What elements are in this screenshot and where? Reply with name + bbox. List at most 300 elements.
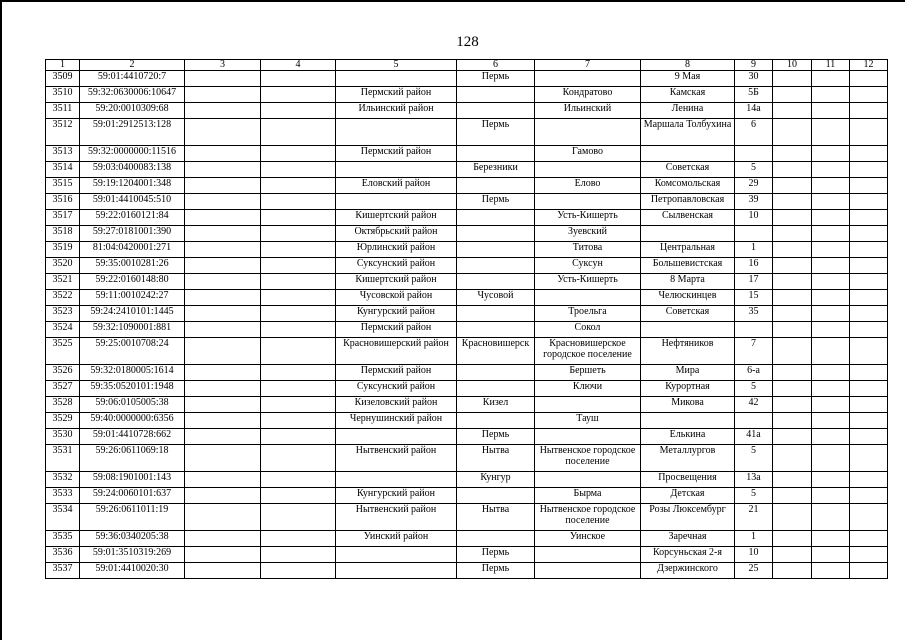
cell-street: Мира bbox=[641, 365, 735, 381]
cell-settlement: Красновишерское городское поселение bbox=[535, 338, 641, 365]
cell-district bbox=[336, 162, 457, 178]
column-header: 7 bbox=[535, 60, 641, 71]
cell-row-number: 3528 bbox=[46, 397, 80, 413]
cell-cadastral-number: 59:22:0160121:84 bbox=[80, 210, 185, 226]
cell-col-12 bbox=[850, 274, 888, 290]
table-row bbox=[46, 547, 888, 563]
cell-col-3 bbox=[185, 504, 261, 531]
cell-row-number: 3531 bbox=[46, 445, 80, 472]
cell-cadastral-number: 59:19:1204001:348 bbox=[80, 178, 185, 194]
cell-district: Уинский район bbox=[336, 531, 457, 547]
cell-col-4 bbox=[261, 413, 336, 429]
cell-district bbox=[336, 71, 457, 87]
cell-city bbox=[457, 274, 535, 290]
cell-house-number: 15 bbox=[735, 290, 773, 306]
column-header: 1 bbox=[46, 60, 80, 71]
column-header: 6 bbox=[457, 60, 535, 71]
cell-district: Кишертский район bbox=[336, 210, 457, 226]
cell-house-number: 5Б bbox=[735, 87, 773, 103]
cell-district: Нытвенский район bbox=[336, 445, 457, 472]
cell-house-number: 1 bbox=[735, 242, 773, 258]
cell-col-3 bbox=[185, 488, 261, 504]
cell-col-10 bbox=[773, 381, 812, 397]
cell-district: Еловский район bbox=[336, 178, 457, 194]
cell-col-11 bbox=[812, 429, 850, 445]
cell-city: Пермь bbox=[457, 71, 535, 87]
cell-settlement bbox=[535, 71, 641, 87]
cell-street: Советская bbox=[641, 162, 735, 178]
cell-col-3 bbox=[185, 338, 261, 365]
cell-col-4 bbox=[261, 472, 336, 488]
cell-house-number: 39 bbox=[735, 194, 773, 210]
cell-col-11 bbox=[812, 242, 850, 258]
cell-cadastral-number: 59:06:0105005:38 bbox=[80, 397, 185, 413]
cell-col-10 bbox=[773, 563, 812, 579]
cell-col-11 bbox=[812, 365, 850, 381]
cell-street: Нефтяников bbox=[641, 338, 735, 365]
table-row bbox=[46, 322, 888, 338]
register-table bbox=[45, 59, 888, 579]
cell-col-11 bbox=[812, 306, 850, 322]
cell-house-number: 35 bbox=[735, 306, 773, 322]
cell-col-4 bbox=[261, 488, 336, 504]
cell-col-12 bbox=[850, 306, 888, 322]
cell-street: Петропавловская bbox=[641, 194, 735, 210]
cell-city: Пермь bbox=[457, 563, 535, 579]
cell-district: Суксунский район bbox=[336, 258, 457, 274]
cell-street: Детская bbox=[641, 488, 735, 504]
cell-house-number bbox=[735, 146, 773, 162]
cell-col-12 bbox=[850, 563, 888, 579]
cell-row-number: 3536 bbox=[46, 547, 80, 563]
cell-street bbox=[641, 322, 735, 338]
cell-row-number: 3530 bbox=[46, 429, 80, 445]
cell-col-10 bbox=[773, 531, 812, 547]
cell-col-3 bbox=[185, 563, 261, 579]
cell-street: Челюскинцев bbox=[641, 290, 735, 306]
table-row bbox=[46, 103, 888, 119]
cell-row-number: 3514 bbox=[46, 162, 80, 178]
column-header: 3 bbox=[185, 60, 261, 71]
cell-cadastral-number: 59:36:0340205:38 bbox=[80, 531, 185, 547]
cell-settlement bbox=[535, 429, 641, 445]
cell-house-number: 16 bbox=[735, 258, 773, 274]
cell-col-3 bbox=[185, 429, 261, 445]
cell-col-11 bbox=[812, 322, 850, 338]
cell-street: 8 Марта bbox=[641, 274, 735, 290]
cell-col-4 bbox=[261, 71, 336, 87]
cell-row-number: 3523 bbox=[46, 306, 80, 322]
cell-col-4 bbox=[261, 504, 336, 531]
cell-col-3 bbox=[185, 87, 261, 103]
table-row bbox=[46, 290, 888, 306]
cell-street bbox=[641, 146, 735, 162]
cell-district: Пермский район bbox=[336, 146, 457, 162]
cell-col-3 bbox=[185, 210, 261, 226]
cell-district: Суксунский район bbox=[336, 381, 457, 397]
cell-col-11 bbox=[812, 274, 850, 290]
cell-col-10 bbox=[773, 242, 812, 258]
cell-col-3 bbox=[185, 194, 261, 210]
cell-house-number bbox=[735, 322, 773, 338]
cell-street: Дзержинского bbox=[641, 563, 735, 579]
cell-col-11 bbox=[812, 119, 850, 146]
cell-city bbox=[457, 178, 535, 194]
cell-cadastral-number: 59:20:0010309:68 bbox=[80, 103, 185, 119]
cell-house-number bbox=[735, 226, 773, 242]
cell-col-11 bbox=[812, 381, 850, 397]
cell-col-12 bbox=[850, 413, 888, 429]
cell-col-4 bbox=[261, 322, 336, 338]
cell-col-3 bbox=[185, 322, 261, 338]
cell-settlement bbox=[535, 162, 641, 178]
cell-settlement: Титова bbox=[535, 242, 641, 258]
cell-col-11 bbox=[812, 488, 850, 504]
cell-cadastral-number: 59:01:2912513:128 bbox=[80, 119, 185, 146]
cell-house-number: 29 bbox=[735, 178, 773, 194]
cell-col-3 bbox=[185, 242, 261, 258]
table-row bbox=[46, 274, 888, 290]
cell-row-number: 3519 bbox=[46, 242, 80, 258]
cell-col-11 bbox=[812, 472, 850, 488]
cell-col-10 bbox=[773, 338, 812, 365]
cell-col-11 bbox=[812, 103, 850, 119]
cell-cadastral-number: 59:35:0520101:1948 bbox=[80, 381, 185, 397]
cell-col-3 bbox=[185, 226, 261, 242]
cell-col-3 bbox=[185, 103, 261, 119]
cell-city bbox=[457, 103, 535, 119]
cell-cadastral-number: 81:04:0420001:271 bbox=[80, 242, 185, 258]
cell-cadastral-number: 59:27:0181001:390 bbox=[80, 226, 185, 242]
cell-col-4 bbox=[261, 547, 336, 563]
cell-district: Пермский район bbox=[336, 365, 457, 381]
cell-col-12 bbox=[850, 162, 888, 178]
cell-col-12 bbox=[850, 429, 888, 445]
cell-row-number: 3512 bbox=[46, 119, 80, 146]
cell-city bbox=[457, 87, 535, 103]
cell-house-number: 5 bbox=[735, 488, 773, 504]
cell-col-10 bbox=[773, 472, 812, 488]
cell-city bbox=[457, 306, 535, 322]
table-row bbox=[46, 488, 888, 504]
cell-col-12 bbox=[850, 531, 888, 547]
cell-col-4 bbox=[261, 274, 336, 290]
cell-col-10 bbox=[773, 274, 812, 290]
cell-street bbox=[641, 226, 735, 242]
cell-col-11 bbox=[812, 226, 850, 242]
cell-col-4 bbox=[261, 563, 336, 579]
cell-col-12 bbox=[850, 472, 888, 488]
cell-col-12 bbox=[850, 194, 888, 210]
table-row bbox=[46, 162, 888, 178]
cell-row-number: 3520 bbox=[46, 258, 80, 274]
cell-city: Кизел bbox=[457, 397, 535, 413]
cell-city: Пермь bbox=[457, 429, 535, 445]
cell-street: Большевистская bbox=[641, 258, 735, 274]
cell-col-11 bbox=[812, 413, 850, 429]
column-header: 4 bbox=[261, 60, 336, 71]
cell-col-12 bbox=[850, 119, 888, 146]
cell-cadastral-number: 59:01:4410045:510 bbox=[80, 194, 185, 210]
cell-col-3 bbox=[185, 162, 261, 178]
cell-col-4 bbox=[261, 119, 336, 146]
cell-settlement: Кондратово bbox=[535, 87, 641, 103]
cell-col-10 bbox=[773, 178, 812, 194]
cell-settlement: Нытвенское городское поселение bbox=[535, 504, 641, 531]
cell-house-number: 14а bbox=[735, 103, 773, 119]
cell-col-11 bbox=[812, 531, 850, 547]
cell-row-number: 3526 bbox=[46, 365, 80, 381]
column-header: 10 bbox=[773, 60, 812, 71]
cell-district: Октябрьский район bbox=[336, 226, 457, 242]
cell-row-number: 3527 bbox=[46, 381, 80, 397]
cell-cadastral-number: 59:24:2410101:1445 bbox=[80, 306, 185, 322]
cell-cadastral-number: 59:40:0000000:6356 bbox=[80, 413, 185, 429]
cell-cadastral-number: 59:32:0630006:10647 bbox=[80, 87, 185, 103]
cell-col-10 bbox=[773, 226, 812, 242]
cell-col-4 bbox=[261, 242, 336, 258]
table-row bbox=[46, 210, 888, 226]
cell-cadastral-number: 59:11:0010242:27 bbox=[80, 290, 185, 306]
cell-street: Камская bbox=[641, 87, 735, 103]
cell-col-12 bbox=[850, 547, 888, 563]
cell-settlement bbox=[535, 397, 641, 413]
cell-district: Кунгурский район bbox=[336, 306, 457, 322]
cell-row-number: 3524 bbox=[46, 322, 80, 338]
cell-col-10 bbox=[773, 210, 812, 226]
cell-row-number: 3511 bbox=[46, 103, 80, 119]
cell-col-4 bbox=[261, 531, 336, 547]
cell-col-4 bbox=[261, 226, 336, 242]
cell-col-4 bbox=[261, 87, 336, 103]
cell-row-number: 3522 bbox=[46, 290, 80, 306]
cell-house-number: 5 bbox=[735, 381, 773, 397]
cell-settlement: Суксун bbox=[535, 258, 641, 274]
cell-house-number: 10 bbox=[735, 547, 773, 563]
cell-street: Корсуньская 2-я bbox=[641, 547, 735, 563]
cell-col-3 bbox=[185, 472, 261, 488]
cell-col-10 bbox=[773, 445, 812, 472]
cell-col-11 bbox=[812, 290, 850, 306]
cell-city: Пермь bbox=[457, 119, 535, 146]
table-row bbox=[46, 226, 888, 242]
cell-col-11 bbox=[812, 338, 850, 365]
cell-col-3 bbox=[185, 531, 261, 547]
cell-col-10 bbox=[773, 258, 812, 274]
cell-row-number: 3515 bbox=[46, 178, 80, 194]
cell-district: Пермский район bbox=[336, 87, 457, 103]
cell-district bbox=[336, 194, 457, 210]
cell-city bbox=[457, 413, 535, 429]
cell-city: Пермь bbox=[457, 547, 535, 563]
cell-district: Кизеловский район bbox=[336, 397, 457, 413]
cell-col-4 bbox=[261, 397, 336, 413]
cell-col-3 bbox=[185, 413, 261, 429]
cell-district bbox=[336, 472, 457, 488]
cell-col-10 bbox=[773, 162, 812, 178]
table-row bbox=[46, 194, 888, 210]
cell-col-12 bbox=[850, 146, 888, 162]
cell-city: Нытва bbox=[457, 445, 535, 472]
column-header: 11 bbox=[812, 60, 850, 71]
cell-settlement: Тауш bbox=[535, 413, 641, 429]
table-row bbox=[46, 338, 888, 365]
table-row bbox=[46, 365, 888, 381]
cell-settlement bbox=[535, 119, 641, 146]
column-header: 12 bbox=[850, 60, 888, 71]
cell-house-number: 6 bbox=[735, 119, 773, 146]
cell-house-number: 30 bbox=[735, 71, 773, 87]
cell-col-12 bbox=[850, 258, 888, 274]
cell-settlement bbox=[535, 290, 641, 306]
cell-street: Сылвенская bbox=[641, 210, 735, 226]
cell-col-10 bbox=[773, 365, 812, 381]
cell-col-10 bbox=[773, 429, 812, 445]
table-row bbox=[46, 178, 888, 194]
cell-col-3 bbox=[185, 274, 261, 290]
cell-street: Микова bbox=[641, 397, 735, 413]
cell-city: Кунгур bbox=[457, 472, 535, 488]
cell-city bbox=[457, 322, 535, 338]
cell-settlement bbox=[535, 563, 641, 579]
cell-cadastral-number: 59:32:0180005:1614 bbox=[80, 365, 185, 381]
cell-settlement: Усть-Кишерть bbox=[535, 210, 641, 226]
cell-settlement: Уинское bbox=[535, 531, 641, 547]
cell-settlement: Бырма bbox=[535, 488, 641, 504]
cell-city bbox=[457, 226, 535, 242]
cell-col-10 bbox=[773, 87, 812, 103]
cell-cadastral-number: 59:26:0611011:19 bbox=[80, 504, 185, 531]
cell-col-12 bbox=[850, 488, 888, 504]
table-row bbox=[46, 445, 888, 472]
cell-col-10 bbox=[773, 547, 812, 563]
column-header: 5 bbox=[336, 60, 457, 71]
cell-house-number: 10 bbox=[735, 210, 773, 226]
cell-street: Заречная bbox=[641, 531, 735, 547]
cell-col-12 bbox=[850, 322, 888, 338]
cell-row-number: 3535 bbox=[46, 531, 80, 547]
cell-house-number: 5 bbox=[735, 162, 773, 178]
cell-col-11 bbox=[812, 547, 850, 563]
cell-col-4 bbox=[261, 146, 336, 162]
cell-col-4 bbox=[261, 429, 336, 445]
cell-col-3 bbox=[185, 258, 261, 274]
cell-street: Розы Люксембург bbox=[641, 504, 735, 531]
cell-col-10 bbox=[773, 413, 812, 429]
cell-house-number: 42 bbox=[735, 397, 773, 413]
cell-col-11 bbox=[812, 445, 850, 472]
cell-house-number: 7 bbox=[735, 338, 773, 365]
cell-city: Красновишерск bbox=[457, 338, 535, 365]
cell-col-12 bbox=[850, 397, 888, 413]
cell-col-10 bbox=[773, 290, 812, 306]
cell-col-4 bbox=[261, 290, 336, 306]
cell-settlement bbox=[535, 547, 641, 563]
cell-house-number: 41а bbox=[735, 429, 773, 445]
cell-col-3 bbox=[185, 445, 261, 472]
table-row bbox=[46, 306, 888, 322]
cell-row-number: 3513 bbox=[46, 146, 80, 162]
cell-col-12 bbox=[850, 226, 888, 242]
cell-cadastral-number: 59:08:1901001:143 bbox=[80, 472, 185, 488]
cell-col-12 bbox=[850, 338, 888, 365]
table-row bbox=[46, 258, 888, 274]
cell-house-number bbox=[735, 413, 773, 429]
cell-house-number: 21 bbox=[735, 504, 773, 531]
cell-district bbox=[336, 119, 457, 146]
cell-settlement: Бершеть bbox=[535, 365, 641, 381]
cell-city bbox=[457, 242, 535, 258]
cell-house-number: 6-а bbox=[735, 365, 773, 381]
table-row bbox=[46, 71, 888, 87]
cell-col-11 bbox=[812, 178, 850, 194]
cell-cadastral-number: 59:01:4410728:662 bbox=[80, 429, 185, 445]
cell-house-number: 17 bbox=[735, 274, 773, 290]
cell-col-12 bbox=[850, 242, 888, 258]
cell-district bbox=[336, 547, 457, 563]
cell-settlement: Ключи bbox=[535, 381, 641, 397]
table-row bbox=[46, 397, 888, 413]
cell-district: Чернушинский район bbox=[336, 413, 457, 429]
cell-district: Юрлинский район bbox=[336, 242, 457, 258]
cell-city bbox=[457, 258, 535, 274]
cell-street: Елькина bbox=[641, 429, 735, 445]
cell-house-number: 5 bbox=[735, 445, 773, 472]
cell-row-number: 3510 bbox=[46, 87, 80, 103]
cell-district bbox=[336, 429, 457, 445]
cell-street: Просвещения bbox=[641, 472, 735, 488]
cell-col-3 bbox=[185, 306, 261, 322]
cell-settlement: Гамово bbox=[535, 146, 641, 162]
cell-city: Пермь bbox=[457, 194, 535, 210]
cell-cadastral-number: 59:32:0000000:11516 bbox=[80, 146, 185, 162]
table-row bbox=[46, 563, 888, 579]
cell-street: Курортная bbox=[641, 381, 735, 397]
cell-settlement: Нытвенское городское поселение bbox=[535, 445, 641, 472]
cell-cadastral-number: 59:26:0611069:18 bbox=[80, 445, 185, 472]
cell-col-12 bbox=[850, 87, 888, 103]
cell-col-3 bbox=[185, 178, 261, 194]
table-row bbox=[46, 242, 888, 258]
cell-row-number: 3509 bbox=[46, 71, 80, 87]
cell-col-3 bbox=[185, 547, 261, 563]
cell-col-10 bbox=[773, 119, 812, 146]
cell-district bbox=[336, 563, 457, 579]
cell-col-10 bbox=[773, 146, 812, 162]
cell-district: Нытвенский район bbox=[336, 504, 457, 531]
cell-cadastral-number: 59:01:3510319:269 bbox=[80, 547, 185, 563]
cell-col-3 bbox=[185, 381, 261, 397]
cell-cadastral-number: 59:24:0060101:637 bbox=[80, 488, 185, 504]
cell-col-12 bbox=[850, 365, 888, 381]
cell-col-11 bbox=[812, 71, 850, 87]
left-border-line bbox=[0, 0, 2, 640]
table-row bbox=[46, 472, 888, 488]
cell-col-10 bbox=[773, 504, 812, 531]
cell-settlement: Елово bbox=[535, 178, 641, 194]
cell-col-12 bbox=[850, 103, 888, 119]
cell-col-10 bbox=[773, 397, 812, 413]
cell-col-11 bbox=[812, 87, 850, 103]
cell-street: 9 Мая bbox=[641, 71, 735, 87]
cell-settlement: Зуевский bbox=[535, 226, 641, 242]
cell-street: Металлургов bbox=[641, 445, 735, 472]
cell-district: Ильинский район bbox=[336, 103, 457, 119]
cell-settlement: Сокол bbox=[535, 322, 641, 338]
cell-row-number: 3537 bbox=[46, 563, 80, 579]
table-row bbox=[46, 146, 888, 162]
table-row bbox=[46, 381, 888, 397]
